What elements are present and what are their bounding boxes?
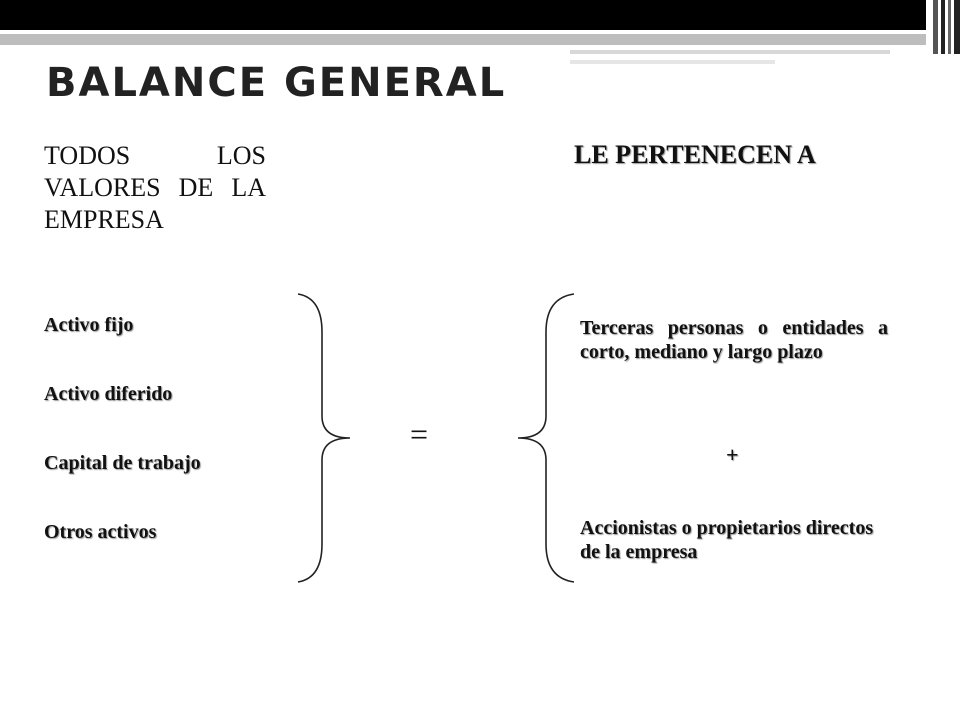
slide-title: BALANCE GENERAL	[46, 60, 507, 106]
right-header: LE PERTENECEN A	[574, 140, 816, 169]
plus-sign: +	[726, 442, 739, 467]
left-brace-path	[518, 294, 574, 582]
third-parties-text: Terceras personas o entidades a corto, mediano y largo plazo	[580, 317, 888, 363]
top-thin-bar-short	[570, 60, 775, 64]
top-thin-bar	[570, 50, 890, 54]
corner-stripes	[926, 0, 960, 54]
equals-sign: =	[410, 416, 429, 452]
right-brace-path	[298, 294, 350, 582]
left-header: TODOS LOS VALORES DE LA EMPRESA	[44, 141, 266, 234]
stripe	[941, 0, 945, 54]
top-black-bar	[0, 0, 926, 30]
stripe	[933, 0, 938, 54]
asset-item: Otros activos	[44, 521, 157, 543]
asset-list	[44, 314, 201, 590]
left-curly-brace	[516, 292, 576, 584]
asset-item: Capital de trabajo	[44, 452, 201, 474]
top-grey-bar	[0, 34, 926, 45]
shareholders-text: Accionistas o propietarios directos de la empresa	[580, 517, 874, 563]
asset-item: Activo diferido	[44, 383, 173, 405]
stripe	[954, 0, 960, 54]
right-curly-brace	[296, 292, 356, 584]
asset-item: Activo fijo	[44, 314, 134, 336]
stripe	[948, 0, 951, 54]
